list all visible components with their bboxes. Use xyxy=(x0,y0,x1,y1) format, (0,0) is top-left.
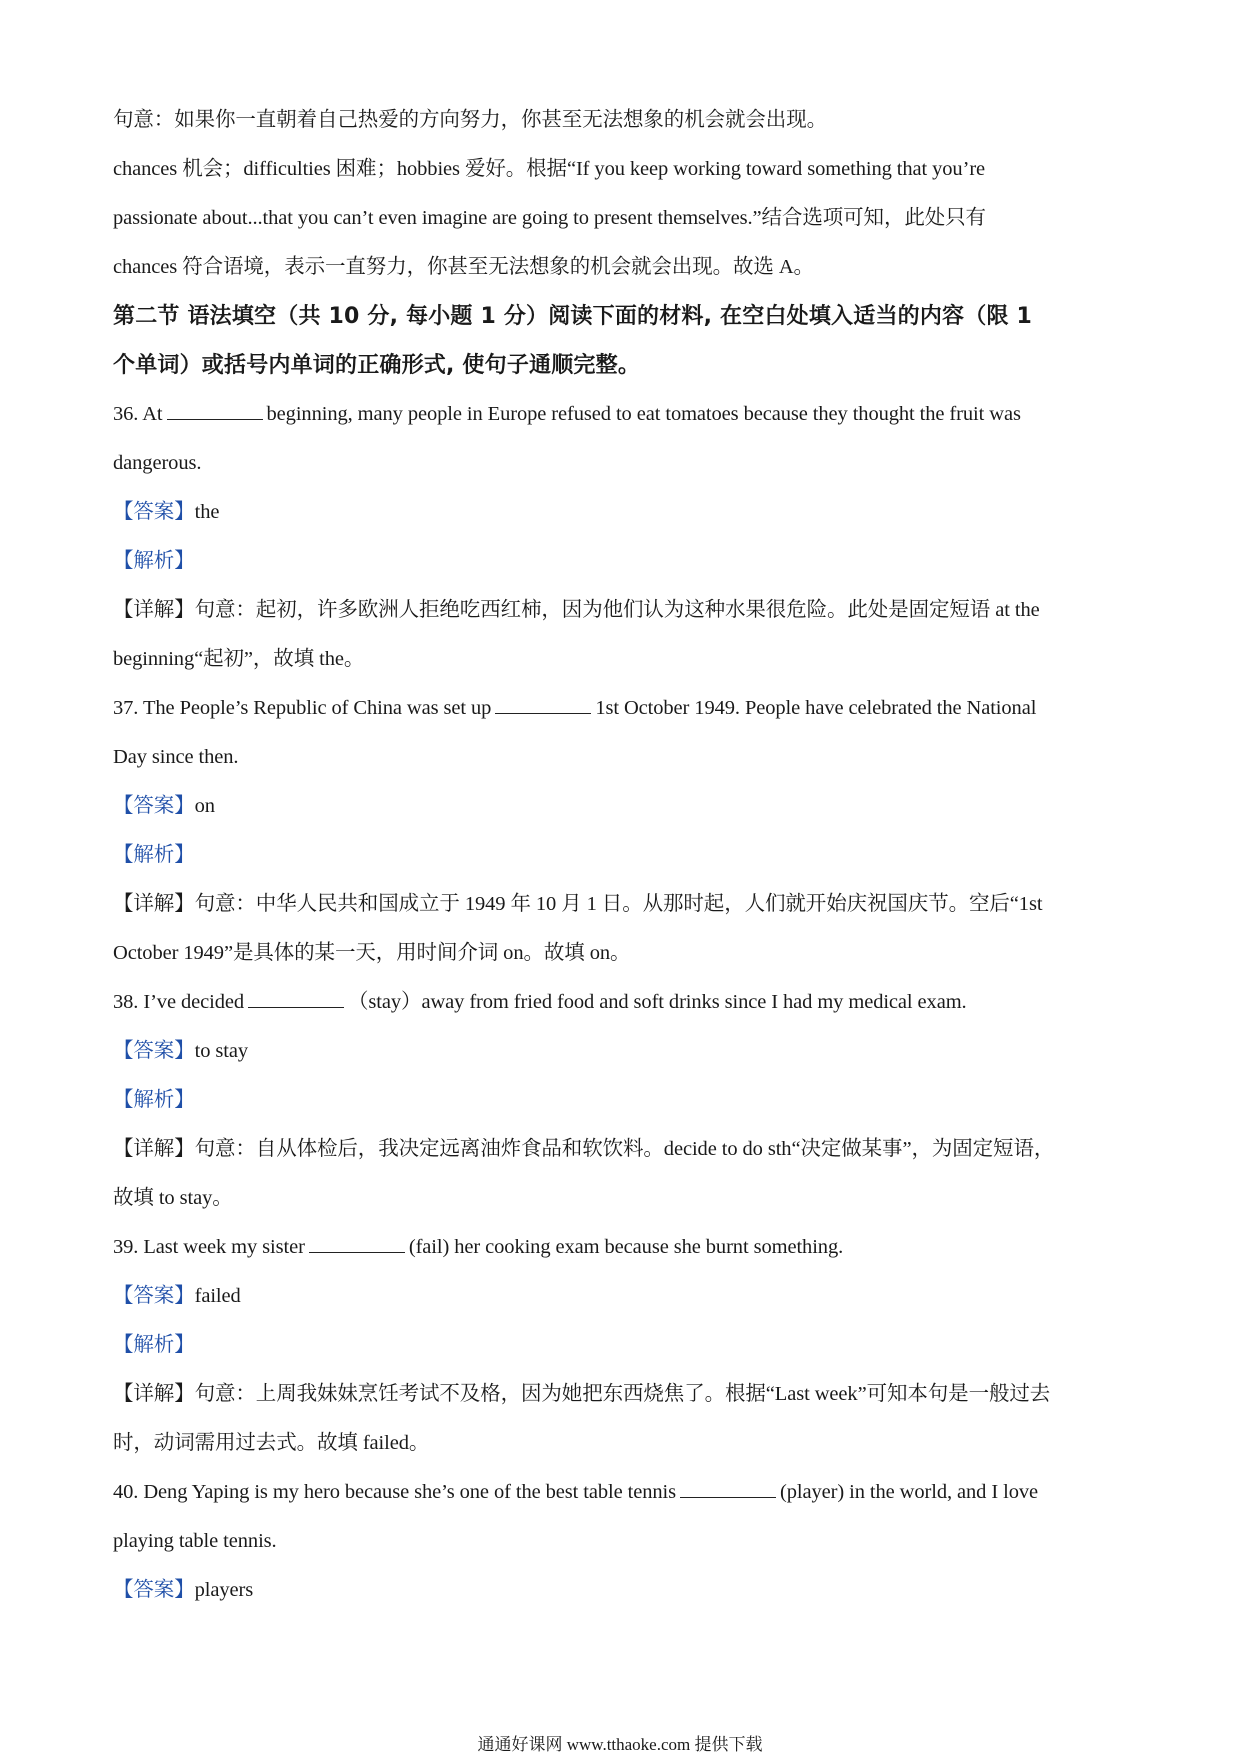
question-40 xyxy=(113,1468,1133,1517)
question-text: (fail) her cooking exam because she burnt something. xyxy=(408,1236,844,1258)
detail-text: 句意：上周我妹妹烹饪考试不及格，因为她把东西烧焦了。根据“Last week”可知本句是一般过去 xyxy=(194,1383,1051,1405)
intro-line: chances 机会；difficulties 困难；hobbies 爱好。根据“If you keep working toward something that you’re xyxy=(113,158,986,180)
question-text: 38. I’ve decided xyxy=(113,991,245,1013)
detail-continuation: October 1949”是具体的某一天，用时间介词 on。故填 on。 xyxy=(113,942,631,964)
answer-value: players xyxy=(194,1579,254,1601)
answer-value: on xyxy=(194,795,215,817)
detail-continuation: 时，动词需用过去式。故填 failed。 xyxy=(113,1432,430,1454)
detail-label: 【详解】 xyxy=(113,1383,195,1405)
answer-label: 【答案】 xyxy=(113,1579,195,1601)
detail-continuation: 故填 to stay。 xyxy=(113,1187,233,1209)
question-text: (player) in the world, and I love xyxy=(780,1481,1039,1503)
answer-blank xyxy=(248,989,344,1008)
detail-line xyxy=(113,1125,1133,1174)
analysis-label: 【解析】 xyxy=(113,1089,195,1111)
question-text: 1st October 1949. People have celebrated the National xyxy=(595,697,1037,719)
page-footer: 通通好课网 www.tthaoke.com 提供下载 xyxy=(477,1735,763,1754)
question-39 xyxy=(113,1223,1133,1272)
detail-text: 句意：自从体检后，我决定远离油炸食品和软饮料。decide to do sth“决定做某事”，为固定短语， xyxy=(194,1138,1055,1160)
detail-text: 句意：起初，许多欧洲人拒绝吃西红柿，因为他们认为这种水果很危险。此处是固定短语 at the xyxy=(194,599,1040,621)
question-continuation: playing table tennis. xyxy=(113,1530,277,1552)
question-text: 39. Last week my sister xyxy=(113,1236,305,1258)
intro-line: chances 符合语境，表示一直努力，你甚至无法想象的机会就会出现。故选 A。 xyxy=(113,256,814,278)
answer-label: 【答案】 xyxy=(113,501,195,523)
answer-value: failed xyxy=(194,1285,241,1307)
section-heading: 第二节 语法填空（共 10 分, 每小题 1 分）阅读下面的材料, 在空白处填入适当的内容（限 1 xyxy=(113,304,1033,329)
answer-blank xyxy=(495,695,591,714)
answer-blank xyxy=(680,1479,776,1498)
detail-label: 【详解】 xyxy=(113,1138,195,1160)
detail-line xyxy=(113,880,1133,929)
question-text: （stay）away from fried food and soft drinks since I had my medical exam. xyxy=(348,991,967,1013)
question-38 xyxy=(113,978,1133,1027)
answer-line xyxy=(113,488,1133,537)
detail-label: 【详解】 xyxy=(113,599,195,621)
detail-label: 【详解】 xyxy=(113,893,195,915)
answer-blank xyxy=(309,1234,405,1253)
intro-line: passionate about...that you can’t even imagine are going to present themselves.”结合选项可知，此处只有 xyxy=(113,207,986,229)
question-continuation: Day since then. xyxy=(113,746,239,768)
question-text: 37. The People’s Republic of China was set up xyxy=(113,697,492,719)
intro-line: 句意：如果你一直朝着自己热爱的方向努力，你甚至无法想象的机会就会出现。 xyxy=(113,109,827,131)
detail-continuation: beginning“起初”，故填 the。 xyxy=(113,648,365,670)
analysis-line xyxy=(113,1321,1133,1370)
answer-blank xyxy=(167,401,263,420)
analysis-line xyxy=(113,537,1133,586)
analysis-line xyxy=(113,1076,1133,1125)
question-36 xyxy=(113,390,1133,439)
detail-line xyxy=(113,1370,1133,1419)
answer-value: to stay xyxy=(194,1040,249,1062)
answer-label: 【答案】 xyxy=(113,795,195,817)
question-text: beginning, many people in Europe refused to eat tomatoes because they thought the fruit was xyxy=(266,403,1021,425)
analysis-label: 【解析】 xyxy=(113,844,195,866)
question-37 xyxy=(113,684,1133,733)
answer-line xyxy=(113,1566,1133,1615)
answer-line xyxy=(113,782,1133,831)
analysis-label: 【解析】 xyxy=(113,1334,195,1356)
analysis-line xyxy=(113,831,1133,880)
question-text: 36. At xyxy=(113,403,163,425)
answer-line xyxy=(113,1272,1133,1321)
detail-line xyxy=(113,586,1133,635)
answer-value: the xyxy=(194,501,220,523)
section-heading: 个单词）或括号内单词的正确形式, 使句子通顺完整。 xyxy=(113,353,641,378)
question-text: 40. Deng Yaping is my hero because she’s one of the best table tennis xyxy=(113,1481,677,1503)
document-page xyxy=(113,96,1133,1615)
detail-text: 句意：中华人民共和国成立于 1949 年 10 月 1 日。从那时起，人们就开始庆祝国庆节。空后“1st xyxy=(194,893,1043,915)
question-continuation: dangerous. xyxy=(113,452,202,474)
analysis-label: 【解析】 xyxy=(113,550,195,572)
answer-label: 【答案】 xyxy=(113,1285,195,1307)
answer-label: 【答案】 xyxy=(113,1040,195,1062)
answer-line xyxy=(113,1027,1133,1076)
